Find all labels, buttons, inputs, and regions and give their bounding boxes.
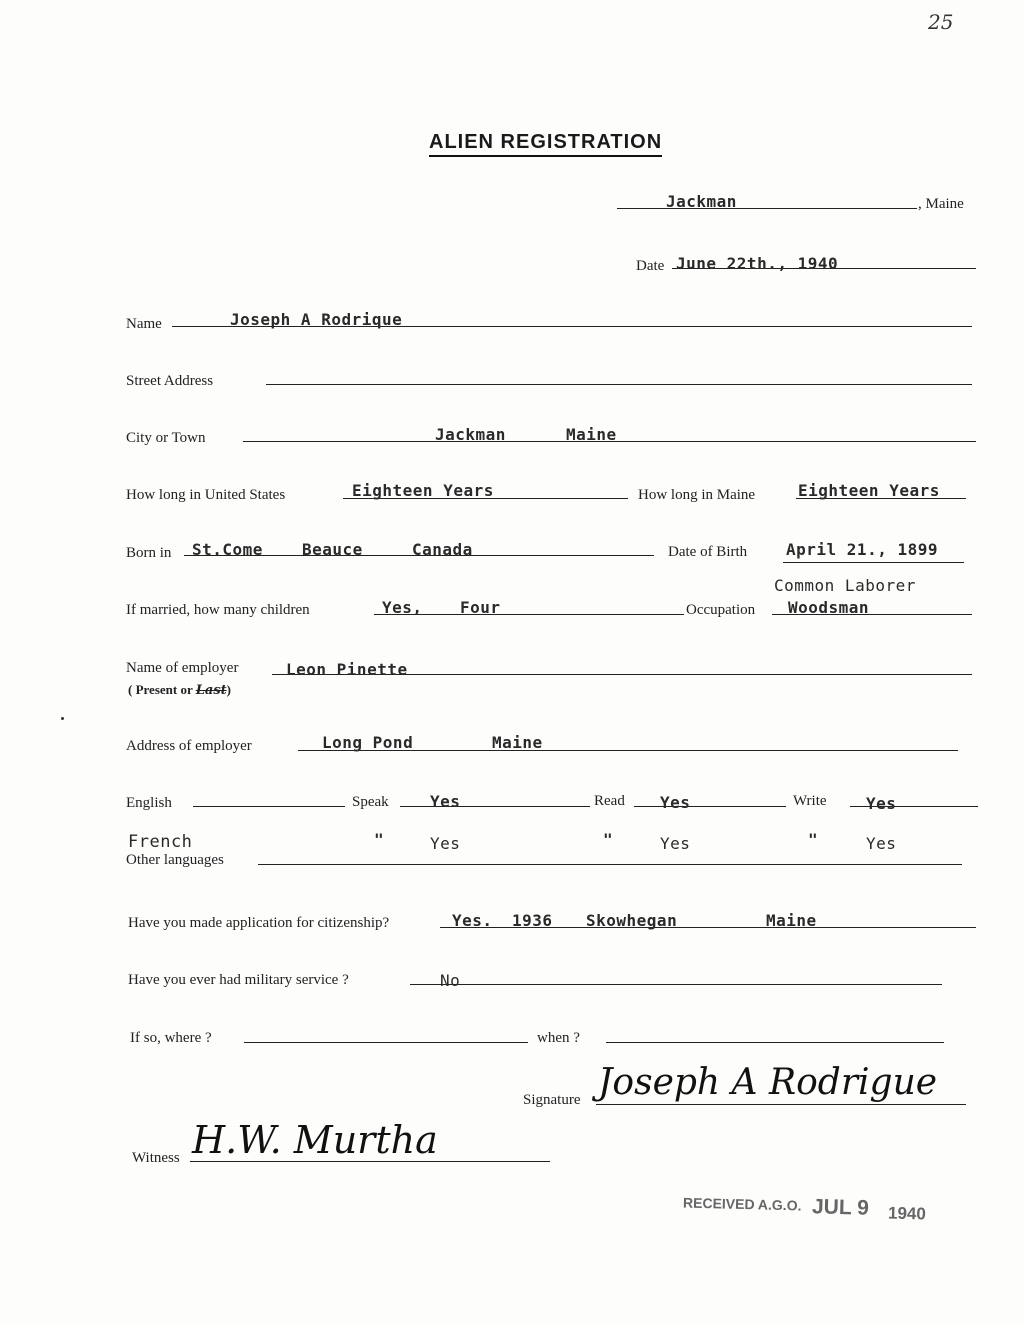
born-in-place: St.Come <box>192 540 263 559</box>
occupation-label: Occupation <box>686 602 756 618</box>
citizenship-yes: Yes. <box>452 911 493 930</box>
street-address-label: Street Address <box>126 373 214 389</box>
location-state: , Maine <box>918 196 964 212</box>
english-write-label: Write <box>793 793 827 809</box>
signature-line <box>596 1104 966 1105</box>
english-speak-label: Speak <box>352 794 389 810</box>
when-label: when ? <box>537 1030 580 1046</box>
form-title: ALIEN REGISTRATION <box>429 131 662 157</box>
french-label: French <box>128 832 193 852</box>
other-languages-label: Other languages <box>126 852 224 868</box>
born-in-label: Born in <box>126 545 172 561</box>
french-read-value: Yes <box>660 834 691 853</box>
if-so-where-line <box>244 1042 528 1043</box>
corner-number: 25 <box>928 10 954 34</box>
military-line <box>410 984 942 985</box>
born-in-county: Beauce <box>302 540 363 559</box>
name-label: Name <box>126 316 162 332</box>
children-count-value: Four <box>460 598 501 617</box>
french-speak-value: Yes <box>430 834 461 853</box>
children-married-value: Yes, <box>382 598 423 617</box>
how-long-maine-value: Eighteen Years <box>798 481 940 500</box>
date-label: Date <box>636 258 665 274</box>
french-ditto-speak: " <box>374 830 385 849</box>
employer-address-place: Long Pond <box>322 733 414 752</box>
citizenship-state: Maine <box>766 911 817 930</box>
born-in-country: Canada <box>412 540 473 559</box>
english-read-label: Read <box>594 793 625 809</box>
location-town: Jackman <box>666 192 737 211</box>
city-label: City or Town <box>126 430 206 446</box>
date-of-birth-line <box>783 562 964 563</box>
date-value: June 22th., 1940 <box>676 254 839 273</box>
employer-value: Leon Pinette <box>286 660 408 679</box>
citizenship-year: 1936 <box>512 911 553 930</box>
french-ditto-read: " <box>603 830 614 849</box>
employer-sublabel-present: ( Present or <box>128 682 193 697</box>
citizenship-place: Skowhegan <box>586 911 678 930</box>
stray-dot <box>61 717 64 720</box>
other-languages-line <box>258 864 962 865</box>
witness-label: Witness <box>132 1150 180 1166</box>
how-long-maine-label: How long in Maine <box>638 487 756 503</box>
occupation-value-line2: Woodsman <box>788 598 870 617</box>
date-of-birth-label: Date of Birth <box>668 544 748 560</box>
english-speak-value: Yes <box>430 792 461 811</box>
employer-address-state: Maine <box>492 733 543 752</box>
english-read-line <box>634 806 786 807</box>
french-ditto-write: " <box>808 830 819 849</box>
english-write-value: Yes <box>866 794 897 813</box>
military-label: Have you ever had military service ? <box>128 972 349 988</box>
employer-sublabel <box>128 682 231 698</box>
when-line <box>606 1042 944 1043</box>
how-long-us-label: How long in United States <box>126 487 286 503</box>
military-value: No <box>440 971 461 990</box>
employer-label: Name of employer <box>126 660 239 676</box>
how-long-us-value: Eighteen Years <box>352 481 494 500</box>
name-value: Joseph A Rodrique <box>230 310 403 329</box>
english-label: English <box>126 795 172 811</box>
english-line <box>193 806 345 807</box>
received-stamp-year: 1940 <box>887 1203 927 1224</box>
occupation-value-line1: Common Laborer <box>774 576 916 595</box>
children-label: If married, how many children <box>126 602 310 618</box>
employer-sublabel-close: ) <box>226 682 231 697</box>
city-state-value: Maine <box>566 425 617 444</box>
french-write-value: Yes <box>866 834 897 853</box>
signature-value: Joseph A Rodrigue <box>598 1062 938 1103</box>
street-address-line <box>266 384 972 385</box>
if-so-where-label: If so, where ? <box>130 1030 212 1046</box>
received-stamp-label: RECEIVED A.G.O. <box>682 1194 802 1214</box>
english-read-value: Yes <box>660 793 691 812</box>
city-value: Jackman <box>435 425 506 444</box>
date-of-birth-value: April 21., 1899 <box>786 540 938 559</box>
signature-label: Signature <box>523 1092 581 1108</box>
english-speak-line <box>400 806 590 807</box>
location-line <box>617 208 917 209</box>
employer-sublabel-last: Last <box>195 683 227 698</box>
citizenship-label: Have you made application for citizenship? <box>128 915 390 931</box>
employer-address-label: Address of employer <box>126 738 252 754</box>
witness-value: H.W. Murtha <box>192 1118 438 1162</box>
received-stamp-date: JUL 9 <box>811 1195 870 1220</box>
